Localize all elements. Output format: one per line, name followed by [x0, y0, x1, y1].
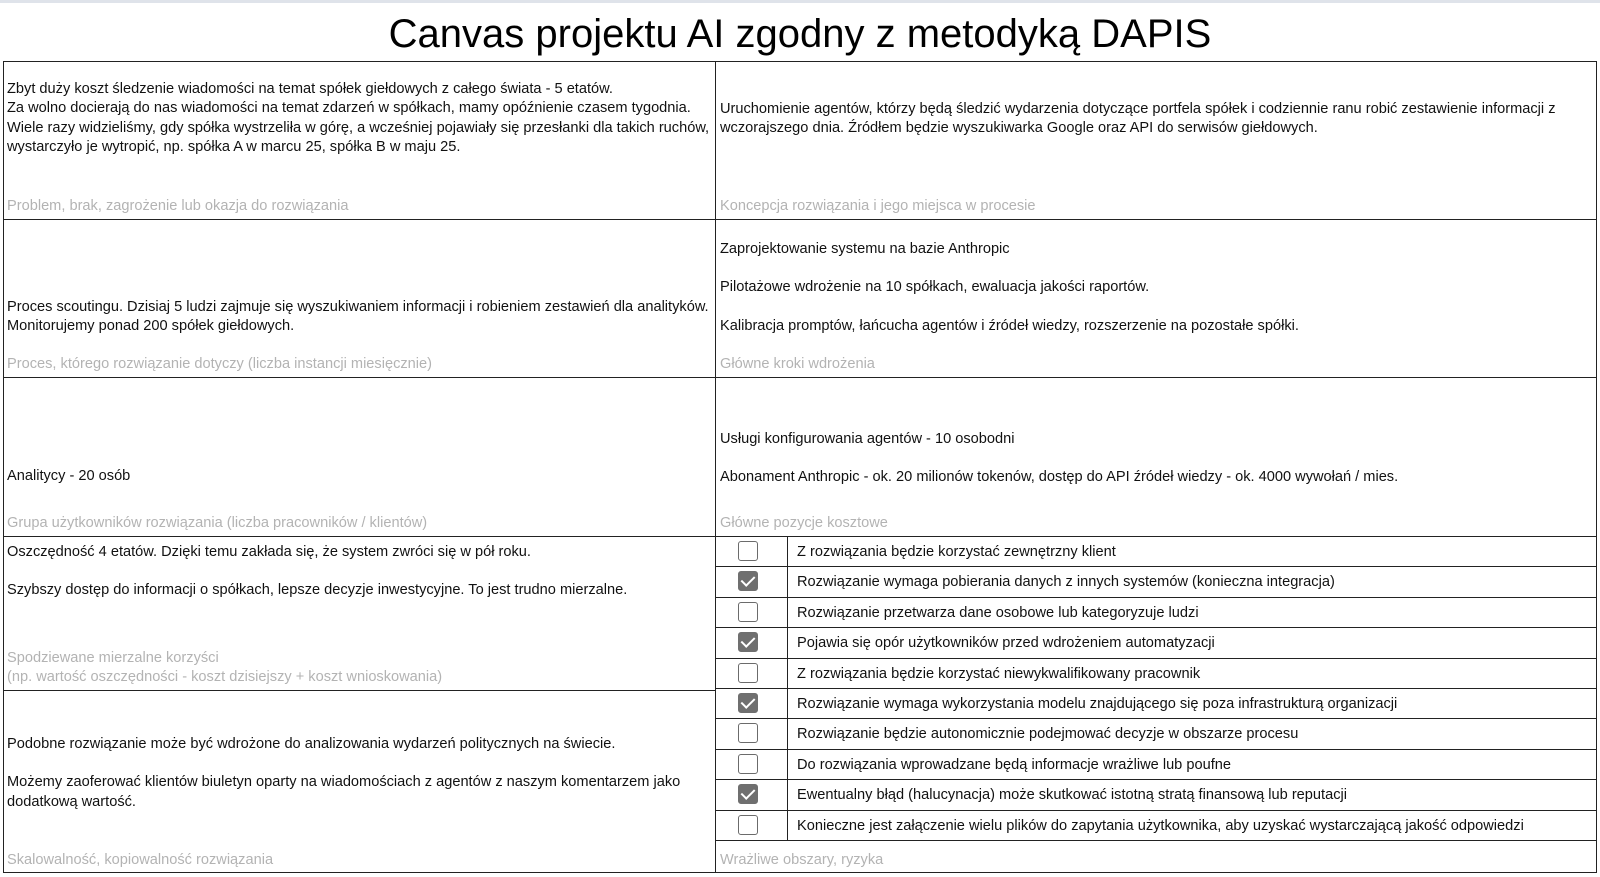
benefits-caption-line-2: (np. wartość oszczędności - koszt dzisiejszy + koszt wnioskowania)	[7, 668, 443, 685]
risk-label: Z rozwiązania będzie korzystać zewnętrzny klient	[797, 544, 1116, 560]
users-text: Analitycy - 20 osób	[7, 468, 131, 484]
risk-label: Rozwiązanie przetwarza dane osobowe lub kategoryzuje ludzi	[797, 604, 1199, 621]
risks-cell	[716, 840, 1596, 873]
problem-caption: Problem, brak, zagrożenie lub okazja do rozwiązania	[7, 197, 349, 214]
checkbox-2[interactable]	[738, 571, 758, 591]
checkbox-4[interactable]	[738, 632, 758, 652]
risks-caption: Wrażliwe obszary, ryzyka	[720, 851, 884, 868]
risk-row	[716, 598, 1596, 628]
benefits-text	[7, 543, 711, 601]
risks-checklist	[716, 537, 1596, 841]
risk-label: Ewentualny błąd (halucynacja) może skutkować istotną stratą finansową lub reputacji	[797, 787, 1347, 804]
risk-label: Rozwiązanie wymaga wykorzystania modelu znajdującego się poza infrastrukturą organizacji	[797, 695, 1398, 712]
benefits-cell	[3, 537, 715, 690]
risk-row	[716, 659, 1596, 689]
scalability-cell	[3, 691, 715, 873]
risk-label: Konieczne jest załączenie wielu plików do zapytania użytkownika, aby uzyskać wystarczającą jakość odpowiedzi	[797, 817, 1524, 834]
risk-row	[716, 537, 1596, 567]
risk-label: Do rozwiązania wprowadzane będą informacje wrażliwe lub poufne	[797, 756, 1231, 773]
risk-label: Rozwiązanie będzie autonomicznie podejmować decyzje w obszarze procesu	[797, 726, 1299, 743]
checkbox-10[interactable]	[738, 815, 758, 835]
risk-label: Pojawia się opór użytkowników przed wdrożeniem automatyzacji	[797, 635, 1215, 652]
checkbox-7[interactable]	[738, 723, 758, 743]
process-caption: Proces, którego rozwiązanie dotyczy (liczba instancji miesięcznie)	[7, 355, 433, 372]
checkbox-5[interactable]	[738, 663, 758, 683]
scalability-item-2: Możemy zaoferować klientów biuletyn oparty na wiadomościach z agentów z naszym komentarzem jako dodatkową wartość.	[7, 774, 681, 810]
benefits-caption-line-1: Spodziewane mierzalne korzyści	[7, 650, 219, 666]
page-title: Canvas projektu AI zgodny z metodyką DAPIS	[388, 12, 1212, 56]
process-cell	[3, 220, 715, 377]
steps-caption: Główne kroki wdrożenia	[720, 355, 875, 372]
step-2: Pilotażowe wdrożenie na 10 spółkach, ewaluacja jakości raportów.	[720, 279, 1150, 296]
step-1: Zaprojektowanie systemu na bazie Anthropic	[720, 241, 1010, 257]
benefits-caption	[7, 649, 711, 686]
risk-row	[716, 780, 1596, 810]
risk-label: Z rozwiązania będzie korzystać niewykwalifikowany pracownik	[797, 665, 1201, 682]
risk-row	[716, 689, 1596, 719]
checkbox-9[interactable]	[738, 784, 758, 804]
users-caption: Grupa użytkowników rozwiązania (liczba pracowników / klientów)	[7, 514, 428, 531]
problem-line-3: Wiele razy widzieliśmy, gdy spółka wystrzeliła w górę, a wcześniej pojawiały się przesłanki dla takich ruchów, wystarczyło je wytropić, np. spółka A w marcu 25, spółka B w maju 25.	[7, 119, 710, 156]
benefit-1: Oszczędność 4 etatów. Dzięki temu zakłada się, że system zwróci się w pół roku.	[7, 544, 531, 560]
scalability-caption: Skalowalność, kopiowalność rozwiązania	[7, 851, 274, 868]
problem-text	[7, 80, 711, 158]
benefit-2: Szybszy dostęp do informacji o spółkach, lepsze decyzje inwestycyjne. To jest trudno mierzalne.	[7, 582, 628, 599]
concept-caption: Koncepcja rozwiązania i jego miejsca w procesie	[720, 197, 1036, 214]
scalability-item-1: Podobne rozwiązanie może być wdrożone do analizowania wydarzeń politycznych na świecie.	[7, 736, 616, 752]
scalability-text	[7, 735, 711, 812]
step-3: Kalibracja promptów, łańcucha agentów i źródeł wiedzy, rozszerzenie na pozostałe spółki.	[720, 317, 1299, 334]
risk-row	[716, 567, 1596, 597]
checkbox-1[interactable]	[738, 541, 758, 561]
cost-item-2: Abonament Anthropic - ok. 20 milionów tokenów, dostęp do API źródeł wiedzy - ok. 4000 wywołań / mies.	[720, 469, 1399, 486]
steps-text	[720, 240, 1592, 336]
process-text: Proces scoutingu. Dzisiaj 5 ludzi zajmuje się wyszukiwaniem informacji i robieniem zestawień dla analityków. Monitorujemy ponad 200 spółek giełdowych.	[7, 299, 709, 335]
risk-row	[716, 628, 1596, 658]
cost-item-1: Usługi konfigurowania agentów - 10 osobodni	[720, 431, 1015, 447]
checkbox-8[interactable]	[738, 754, 758, 774]
concept-cell	[716, 62, 1596, 219]
risk-label: Rozwiązanie wymaga pobierania danych z innych systemów (konieczna integracja)	[797, 574, 1335, 591]
steps-cell	[716, 220, 1596, 377]
risk-row	[716, 719, 1596, 749]
top-divider	[0, 0, 1600, 3]
costs-text	[720, 430, 1592, 488]
problem-line-1: Zbyt duży koszt śledzenie wiadomości na temat spółek giełdowych z całego świata - 5 etatów.	[7, 81, 613, 97]
problem-cell	[3, 62, 715, 219]
problem-line-2: Za wolno docierają do nas wiadomości na temat zdarzeń w spółkach, mamy opóźnienie czasem tygodnia.	[7, 100, 691, 117]
checkbox-6[interactable]	[738, 693, 758, 713]
costs-cell	[716, 378, 1596, 536]
users-cell	[3, 378, 715, 536]
costs-caption: Główne pozycje kosztowe	[720, 514, 888, 531]
risk-row	[716, 750, 1596, 780]
risk-row	[716, 811, 1596, 841]
concept-text: Uruchomienie agentów, którzy będą śledzić wydarzenia dotyczące portfela spółek i codziennie ranu robić zestawienie informacji z wczorajszego dnia. Źródłem będzie wyszukiwarka Google oraz API do serwisów giełdowych.	[720, 101, 1556, 137]
checkbox-3[interactable]	[738, 602, 758, 622]
